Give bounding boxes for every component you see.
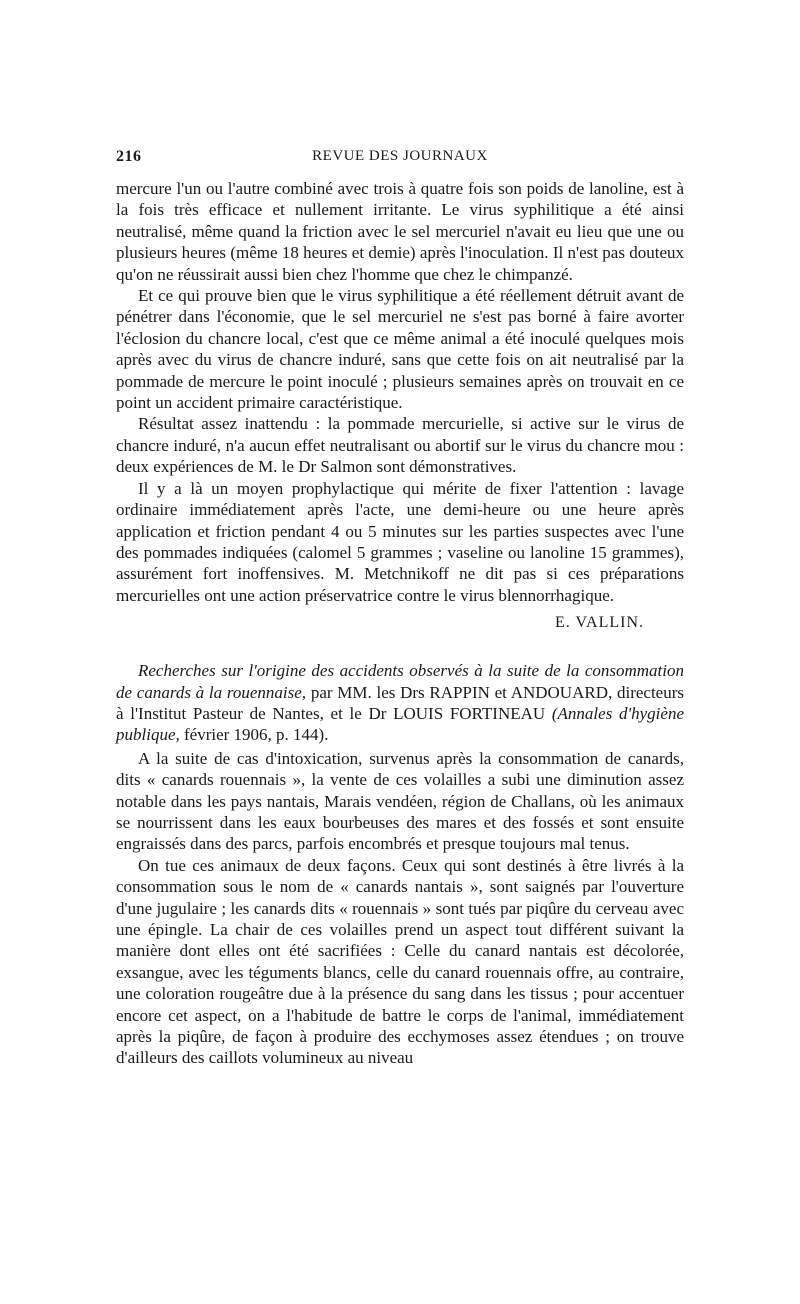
- journal-page: [116, 148, 684, 1069]
- page-number: 216: [116, 148, 142, 165]
- paragraph: Et ce qui prouve bien que le virus syphilitique a été réellement détruit avant de pénétrer dans l'économie, que le sel mercuriel ne s'est pas borné à faire avorter l'éclosion du chancre local, c'est que ce même animal a été inoculé quelques mois après avec du virus de chancre induré, sans que cette fois on ait neutralisé par la pommade de mercure le point inoculé ; plusieurs semaines après on trouvait en ce point un accident primaire caractéristique.: [116, 286, 684, 413]
- author-signature: E. VALLIN.: [555, 614, 644, 632]
- paragraph: Il y a là un moyen prophylactique qui mérite de fixer l'attention : lavage ordinaire immédiatement après l'acte, une demi-heure ou une heure après application et friction pendant 4 ou 5 minutes sur les parties suspectes avec l'une des pommades indiquées (calomel 5 grammes ; vaseline ou lanoline 15 grammes), assurément fort inoffensives. M. Metchnikoff ne dit pas si ces préparations mercurielles ont une action préservatrice contre le virus blennorrhagique.: [116, 478, 684, 605]
- running-head: [116, 148, 684, 178]
- article-source: (Annales d'hygiène publique,: [116, 703, 684, 745]
- article-authors: par MM. les Drs RAPPIN et ANDOUARD, directeurs à l'Institut Pasteur de Nantes, et le Dr LOUIS FORTINEAU: [116, 682, 684, 723]
- paragraph: A la suite de cas d'intoxication, survenus après la consommation de canards, dits « canards rouennais », la vente de ces volailles a subi une diminution assez notable dans les pays nantais, Marais vendéen, région de Challans, où les animaux se nourrissent dans les eaux bourbeuses des mares et des fossés et sont ensuite engraissés dans des parcs, parfois encombrés et presque toujours mal tenus.: [116, 748, 684, 854]
- article-canards-review: [116, 660, 684, 1069]
- paragraph: On tue ces animaux de deux façons. Ceux qui sont destinés à être livrés à la consommation sous le nom de « canards nantais », sont saignés par l'ouverture d'une jugulaire ; les canards dits « rouennais » sont tués par piqûre du cerveau avec une épingle. La chair de ces volailles prend un aspect tout différent suivant la manière dont elles ont été sacrifiées : Celle du canard nantais est décolorée, exsangue, avec les téguments blancs, celle du canard rouennais offre, au contraire, une coloration rougeâtre due à la présence du sang dans les tissus ; pour accentuer encore cet aspect, on a l'habitude de battre le corps de l'animal, immédiatement après la piqûre, de façon à produire des ecchymoses assez étendues ; on trouve d'ailleurs des caillots volumineux au niveau: [116, 855, 684, 1068]
- article-source-date: février 1906, p. 144).: [184, 725, 329, 745]
- section-spacer: [116, 634, 684, 660]
- journal-title: REVUE DES JOURNAUX: [312, 148, 488, 164]
- paragraph: mercure l'un ou l'autre combiné avec trois à quatre fois son poids de lanoline, est à la fois très efficace et nullement irritante. Le virus syphilitique a été ainsi neutralisé, même quand la friction avec le sel mercuriel n'avait eu lieu que une ou plusieurs heures (même 18 heures et demie) après l'inoculation. Il n'est pas douteux qu'on ne réussirait aussi bien chez l'homme que chez le chimpanzé.: [116, 179, 684, 284]
- article-title: Recherches sur l'origine des accidents observés à la suite de la consommation de canards à la rouennaise,: [116, 661, 684, 702]
- paragraph: Résultat assez inattendu : la pommade mercurielle, si active sur le virus de chancre induré, n'a aucun effet neutralisant ou abortif sur le virus du chancre mou : deux expériences de M. le Dr Salmon sont démonstratives.: [116, 414, 684, 477]
- article-heading: [116, 660, 684, 746]
- article-metchnikoff-review: [116, 178, 684, 634]
